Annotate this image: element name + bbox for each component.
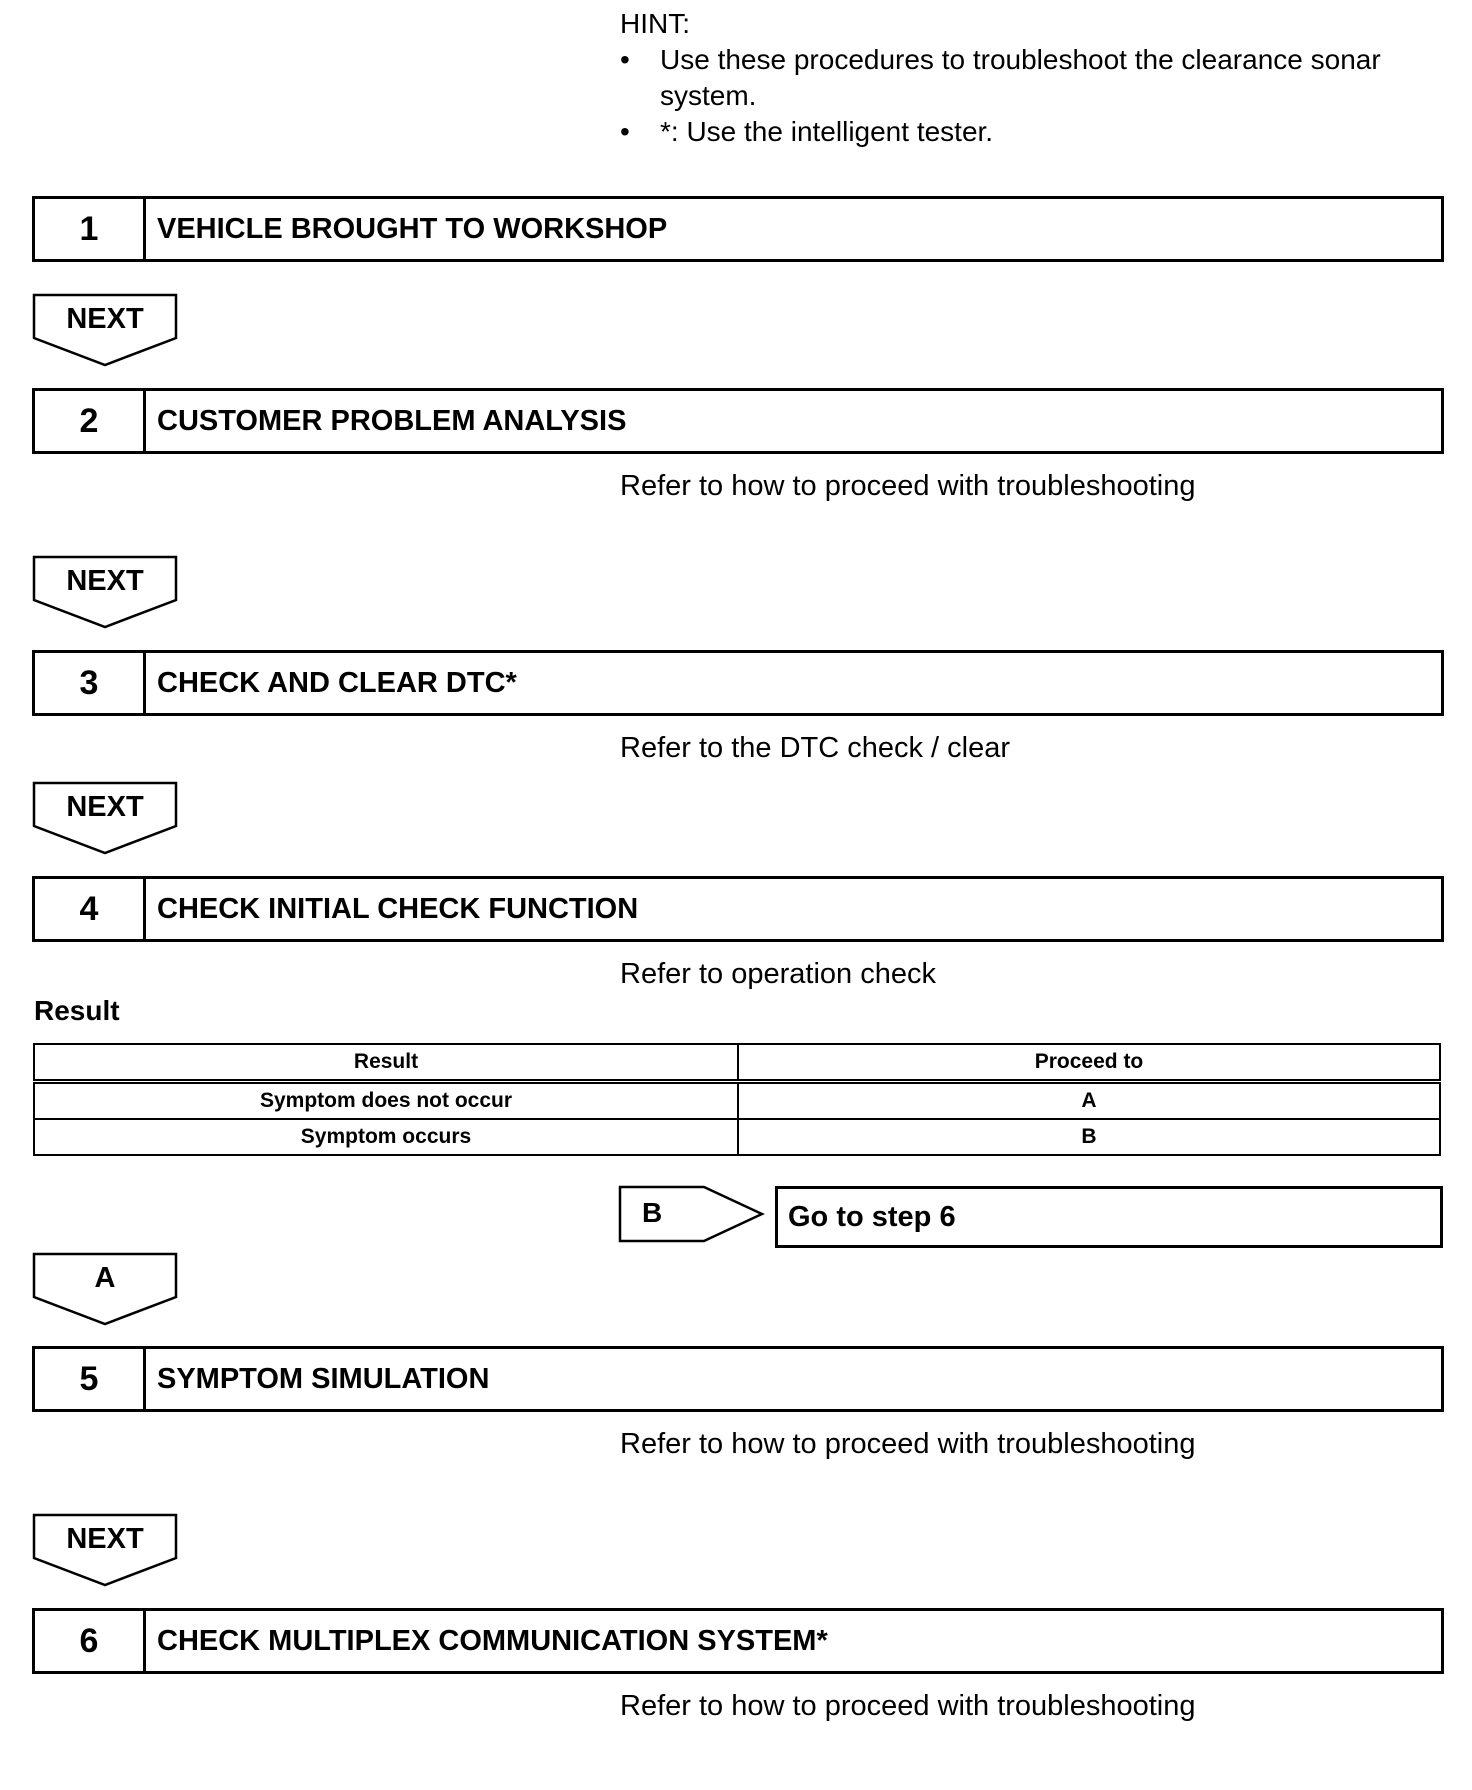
- step-2-box: [32, 388, 1444, 454]
- go-to-step-text: Go to step 6: [788, 1200, 956, 1233]
- step-1-box: [32, 196, 1444, 262]
- right-arrow-icon: [618, 1185, 766, 1243]
- next-arrow-2: [32, 555, 178, 631]
- result-cell: Symptom does not occur: [34, 1082, 738, 1120]
- step-title: CHECK MULTIPLEX COMMUNICATION SYSTEM*: [157, 1624, 828, 1657]
- step-title: VEHICLE BROUGHT TO WORKSHOP: [157, 212, 668, 245]
- step-title: CHECK AND CLEAR DTC*: [157, 666, 517, 699]
- step-5-reference: Refer to how to proceed with troubleshooting: [620, 1428, 1196, 1460]
- result-heading: Result: [34, 995, 120, 1026]
- table-row: [34, 1082, 1440, 1120]
- step-title: CUSTOMER PROBLEM ANALYSIS: [157, 404, 627, 437]
- step-6-box: [32, 1608, 1444, 1674]
- step-number: 6: [35, 1611, 146, 1671]
- next-label: NEXT: [66, 1523, 144, 1555]
- next-label: NEXT: [66, 565, 144, 597]
- step-4-box: [32, 876, 1444, 942]
- go-to-step-box: [775, 1186, 1443, 1248]
- next-label: NEXT: [66, 303, 144, 335]
- result-cell: Symptom occurs: [34, 1119, 738, 1155]
- proceed-cell: A: [738, 1082, 1440, 1120]
- column-header-proceed-to: Proceed to: [738, 1044, 1440, 1082]
- step-5-box: [32, 1346, 1444, 1412]
- hint-title: HINT:: [620, 8, 690, 39]
- next-arrow-1: [32, 293, 178, 369]
- step-3-box: [32, 650, 1444, 716]
- step-number: 5: [35, 1349, 146, 1409]
- hint-block: [620, 6, 1381, 150]
- hint-bullet-2-text: *: Use the intelligent tester.: [660, 116, 994, 147]
- branch-b-arrow: [618, 1185, 766, 1243]
- result-table: [33, 1043, 1441, 1156]
- hint-bullet-1-text-cont: system.: [660, 80, 757, 111]
- step-title: SYMPTOM SIMULATION: [157, 1362, 490, 1395]
- step-4-reference: Refer to operation check: [620, 958, 936, 990]
- step-number: 2: [35, 391, 146, 451]
- branch-a-arrow: [32, 1252, 178, 1328]
- table-row: [34, 1119, 1440, 1155]
- step-2-reference: Refer to how to proceed with troubleshooting: [620, 470, 1196, 502]
- hint-bullet-1: [620, 42, 1381, 114]
- step-number: 4: [35, 879, 146, 939]
- step-number: 3: [35, 653, 146, 713]
- table-header-row: [34, 1044, 1440, 1082]
- branch-a-label: A: [94, 1262, 116, 1294]
- next-arrow-5: [32, 1513, 178, 1589]
- hint-bullet-2: [620, 114, 1381, 150]
- hint-bullet-1-text: Use these procedures to troubleshoot the clearance sonar: [660, 44, 1381, 75]
- proceed-cell: B: [738, 1119, 1440, 1155]
- next-arrow-3: [32, 781, 178, 857]
- bullet-icon: •: [620, 116, 630, 147]
- step-title: CHECK INITIAL CHECK FUNCTION: [157, 892, 639, 925]
- step-number: 1: [35, 199, 146, 259]
- branch-b-label: B: [642, 1197, 663, 1228]
- column-header-result: Result: [34, 1044, 738, 1082]
- next-label: NEXT: [66, 791, 144, 823]
- step-6-reference: Refer to how to proceed with troubleshooting: [620, 1690, 1196, 1722]
- step-3-reference: Refer to the DTC check / clear: [620, 732, 1011, 764]
- bullet-icon: •: [620, 44, 630, 75]
